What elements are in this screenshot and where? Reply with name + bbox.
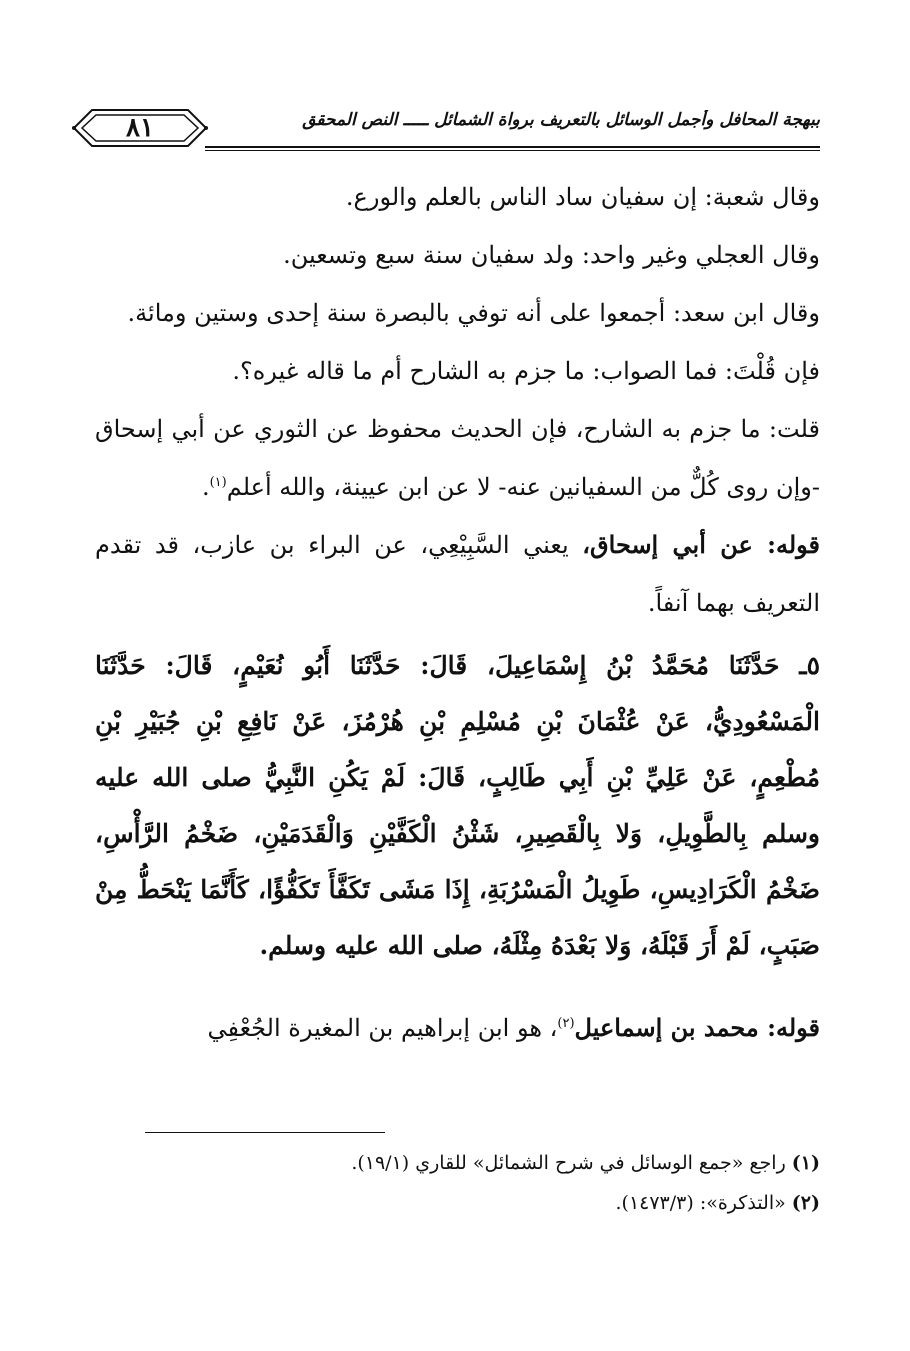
book-page <box>95 100 820 1300</box>
footnote-ref: (١) <box>209 475 227 490</box>
header-rule-thin <box>205 150 820 151</box>
footnotes <box>95 1143 820 1223</box>
commentary-paragraph <box>95 999 820 1057</box>
footnote-number: (٢) <box>791 1192 820 1214</box>
commentary-paragraph <box>95 516 820 632</box>
commentary-text: يعني السَّبِيْعِي، عن البراء بن عازب، قد تقدم التعريف بهما آنفاً. <box>95 531 820 617</box>
footnote-text: راجع «جمع الوسائل في شرح الشمائل» للقاري (١٩/١). <box>351 1152 792 1174</box>
running-header <box>95 100 820 152</box>
footnote-text: «التذكرة»: (١٤٧٣/٣). <box>615 1192 792 1214</box>
paragraph: وقال العجلي وغير واحد: ولد سفيان سنة سبع وتسعين. <box>283 241 820 269</box>
paragraph: فإن قُلْتَ: فما الصواب: ما جزم به الشارح أم ما قاله غيره؟. <box>232 357 820 385</box>
header-rule <box>205 146 820 148</box>
commentary-lead: قوله: محمد بن إسماعيل <box>574 1013 820 1042</box>
answer-end: . <box>201 473 210 501</box>
header-title: ببهجة المحافل وأجمل الوسائل بالتعريف برواة الشمائل ـــــ النص المحقق <box>302 110 820 130</box>
footnote <box>95 1143 820 1183</box>
paragraph: وقال شعبة: إن سفيان ساد الناس بالعلم والورع. <box>345 183 820 211</box>
hadith-text: ٥ـ حَدَّثَنَا مُحَمَّدُ بْنُ إِسْمَاعِيلَ، قَالَ: حَدَّثَنَا أَبُو نُعَيْمٍ، قَالَ: حَدَّثَنَا الْمَسْعُودِيُّ، عَنْ عُثْمَانَ بْنِ مُسْلِمِ بْنِ هُرْمُزَ، عَنْ نَافِعِ بْنِ جُبَيْرِ بْنِ مُطْعِمٍ، عَنْ عَلِيِّ بْنِ أَبِي طَالِبٍ، قَالَ: لَمْ يَكُنِ النَّبِيُّ صلى الله عليه وسلم بِالطَّوِيلِ، وَلا بِالْقَصِيرِ، شَثْنُ الْكَفَّيْنِ وَالْقَدَمَيْنِ، ضَخْمُ الرَّأْسِ، ضَخْمُ الْكَرَادِيسِ، طَوِيلُ الْمَسْرُبَةِ، إِذَا مَشَى تَكَفَّأَ تَكَفُّؤًا، كَأَنَّمَا يَنْحَطُّ مِنْ صَبَبٍ، لَمْ أَرَ قَبْلَهُ، وَلا بَعْدَهُ مِثْلَهُ، صلى الله عليه وسلم. <box>95 651 820 960</box>
footnote-number: (١) <box>791 1152 820 1174</box>
page-number-badge <box>70 106 210 150</box>
main-text <box>95 168 820 1057</box>
page-number: ٨١ <box>126 113 154 143</box>
footnote-separator <box>145 1132 385 1133</box>
footnote <box>95 1183 820 1223</box>
answer-text: قلت: ما جزم به الشارح، فإن الحديث محفوظ عن الثوري عن أبي إسحاق -وإن روى كُلٌّ من السفيانين عنه- لا عن ابن عيينة، والله أعلم <box>95 415 820 501</box>
footnote-ref: (٢) <box>557 1016 575 1031</box>
paragraph: وقال ابن سعد: أجمعوا على أنه توفي بالبصرة سنة إحدى وستين ومائة. <box>127 299 820 327</box>
commentary-text: ، هو ابن إبراهيم بن المغيرة الجُعْفِي <box>207 1014 558 1042</box>
answer-paragraph <box>95 400 820 516</box>
commentary-lead: قوله: عن أبي إسحاق، <box>582 530 821 559</box>
